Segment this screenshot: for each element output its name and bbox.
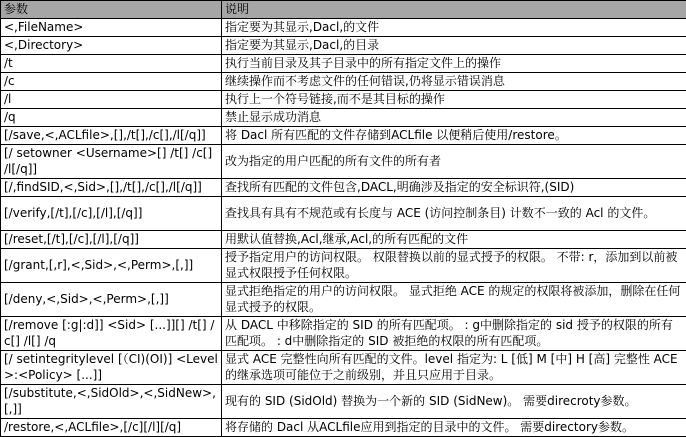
param-cell: [/,findSID,<,Sid>,[],/t[],/c[],/l[/q]] (1, 178, 222, 196)
table-row (1, 384, 686, 418)
description-cell: 执行当前目录及其子目录中的所有指定文件上的操作 (222, 54, 686, 72)
param-cell: [/substitute,<,SidOld>,<,SidNew>,[,]] (1, 384, 222, 418)
description-cell: 指定要为其显示,Dacl,的文件 (222, 18, 686, 36)
param-cell: /t (1, 54, 222, 72)
table-row (1, 108, 686, 126)
table-row (1, 350, 686, 384)
table-row (1, 126, 686, 144)
table-row (1, 248, 686, 282)
param-cell: [/verify,[/t],[/c],[/l],[/q]] (1, 196, 222, 230)
table-row (1, 178, 686, 196)
table-row (1, 418, 686, 436)
header-param: 参数 (1, 1, 222, 19)
table-row (1, 54, 686, 72)
description-cell: 将 Dacl 所有匹配的文件存储到ACLfile 以便稍后使用/restore。 (222, 126, 686, 144)
param-cell: [/save,<,ACLfile>,[],/t[],/c[],/l[/q]] (1, 126, 222, 144)
param-cell: [/ setowner <Username>[] /t[] /c[] /l[/q]] (1, 144, 222, 178)
table-row (1, 18, 686, 36)
description-cell: 改为指定的用户匹配的所有文件的所有者 (222, 144, 686, 178)
param-cell: [/reset,[/t],[/c],[/l],[/q]] (1, 230, 222, 248)
table-row (1, 316, 686, 350)
header-row (1, 1, 686, 19)
param-cell: [/ setintegritylevel [（CI)(OI)] <Level>:<Policy> [...]] (1, 350, 222, 384)
description-cell: 查找所有匹配的文件包含,DACL,明确涉及指定的安全标识符,(SID) (222, 178, 686, 196)
table-row (1, 230, 686, 248)
description-cell: 查找具有具有不规范或有长度与 ACE (访问控制条目) 计数不一致的 Acl 的文件。 (222, 196, 686, 230)
description-cell: 禁止显示成功消息 (222, 108, 686, 126)
description-cell: 显式 ACE 完整性向所有匹配的文件。level 指定为: L [低] M [中] H [高] 完整性 ACE 的继承选项可能位于之前级别，并且只应用于目录。 (222, 350, 686, 384)
description-cell: 继续操作而不考虑文件的任何错误,仍将显示错误消息 (222, 72, 686, 90)
description-cell: 显式拒绝指定的用户的访问权限。 显式拒绝 ACE 的规定的权限将被添加，删除在任何显式授予的权限。 (222, 282, 686, 316)
param-cell: /q (1, 108, 222, 126)
description-cell: 现有的 SID (SidOld) 替换为一个新的 SID (SidNew)。 需要direcroty参数。 (222, 384, 686, 418)
param-cell: [/grant,[,r],<,Sid>,<,Perm>,[,]] (1, 248, 222, 282)
param-cell: /restore,<,ACLfile>,[/c][/l][/q] (1, 418, 222, 436)
description-cell: 指定要为其显示,Dacl,的目录 (222, 36, 686, 54)
table-body (1, 18, 686, 436)
table-row (1, 90, 686, 108)
description-cell: 从 DACL 中移除指定的 SID 的所有匹配项。 : g中删除指定的 sid 授予的权限的所有匹配项。 : d中删除指定的 SID 被拒绝的权限的所有匹配项。 (222, 316, 686, 350)
description-cell: 执行上一个符号链接,而不是其目标的操作 (222, 90, 686, 108)
description-cell: 用默认值替换,Acl,继承,Acl,的所有匹配的文件 (222, 230, 686, 248)
table-row (1, 196, 686, 230)
param-cell: [/deny,<,Sid>,<,Perm>,[,]] (1, 282, 222, 316)
param-cell: /c (1, 72, 222, 90)
param-cell: [/remove [:g|:d]] <Sid> [...]][] /t[] /c[] /l[] /q (1, 316, 222, 350)
table-row (1, 282, 686, 316)
description-cell: 授予指定用户的访问权限。 权限替换以前的显式授予的权限。 不带: r，添加到以前被显式权限授予任何权限。 (222, 248, 686, 282)
param-cell: /l (1, 90, 222, 108)
table-row (1, 72, 686, 90)
param-cell: <,Directory> (1, 36, 222, 54)
table-row (1, 36, 686, 54)
param-cell: <,FileName> (1, 18, 222, 36)
description-cell: 将存储的 Dacl 从ACLfile应用到指定的目录中的文件。 需要directory参数。 (222, 418, 686, 436)
header-description: 说明 (222, 1, 686, 19)
table-row (1, 144, 686, 178)
